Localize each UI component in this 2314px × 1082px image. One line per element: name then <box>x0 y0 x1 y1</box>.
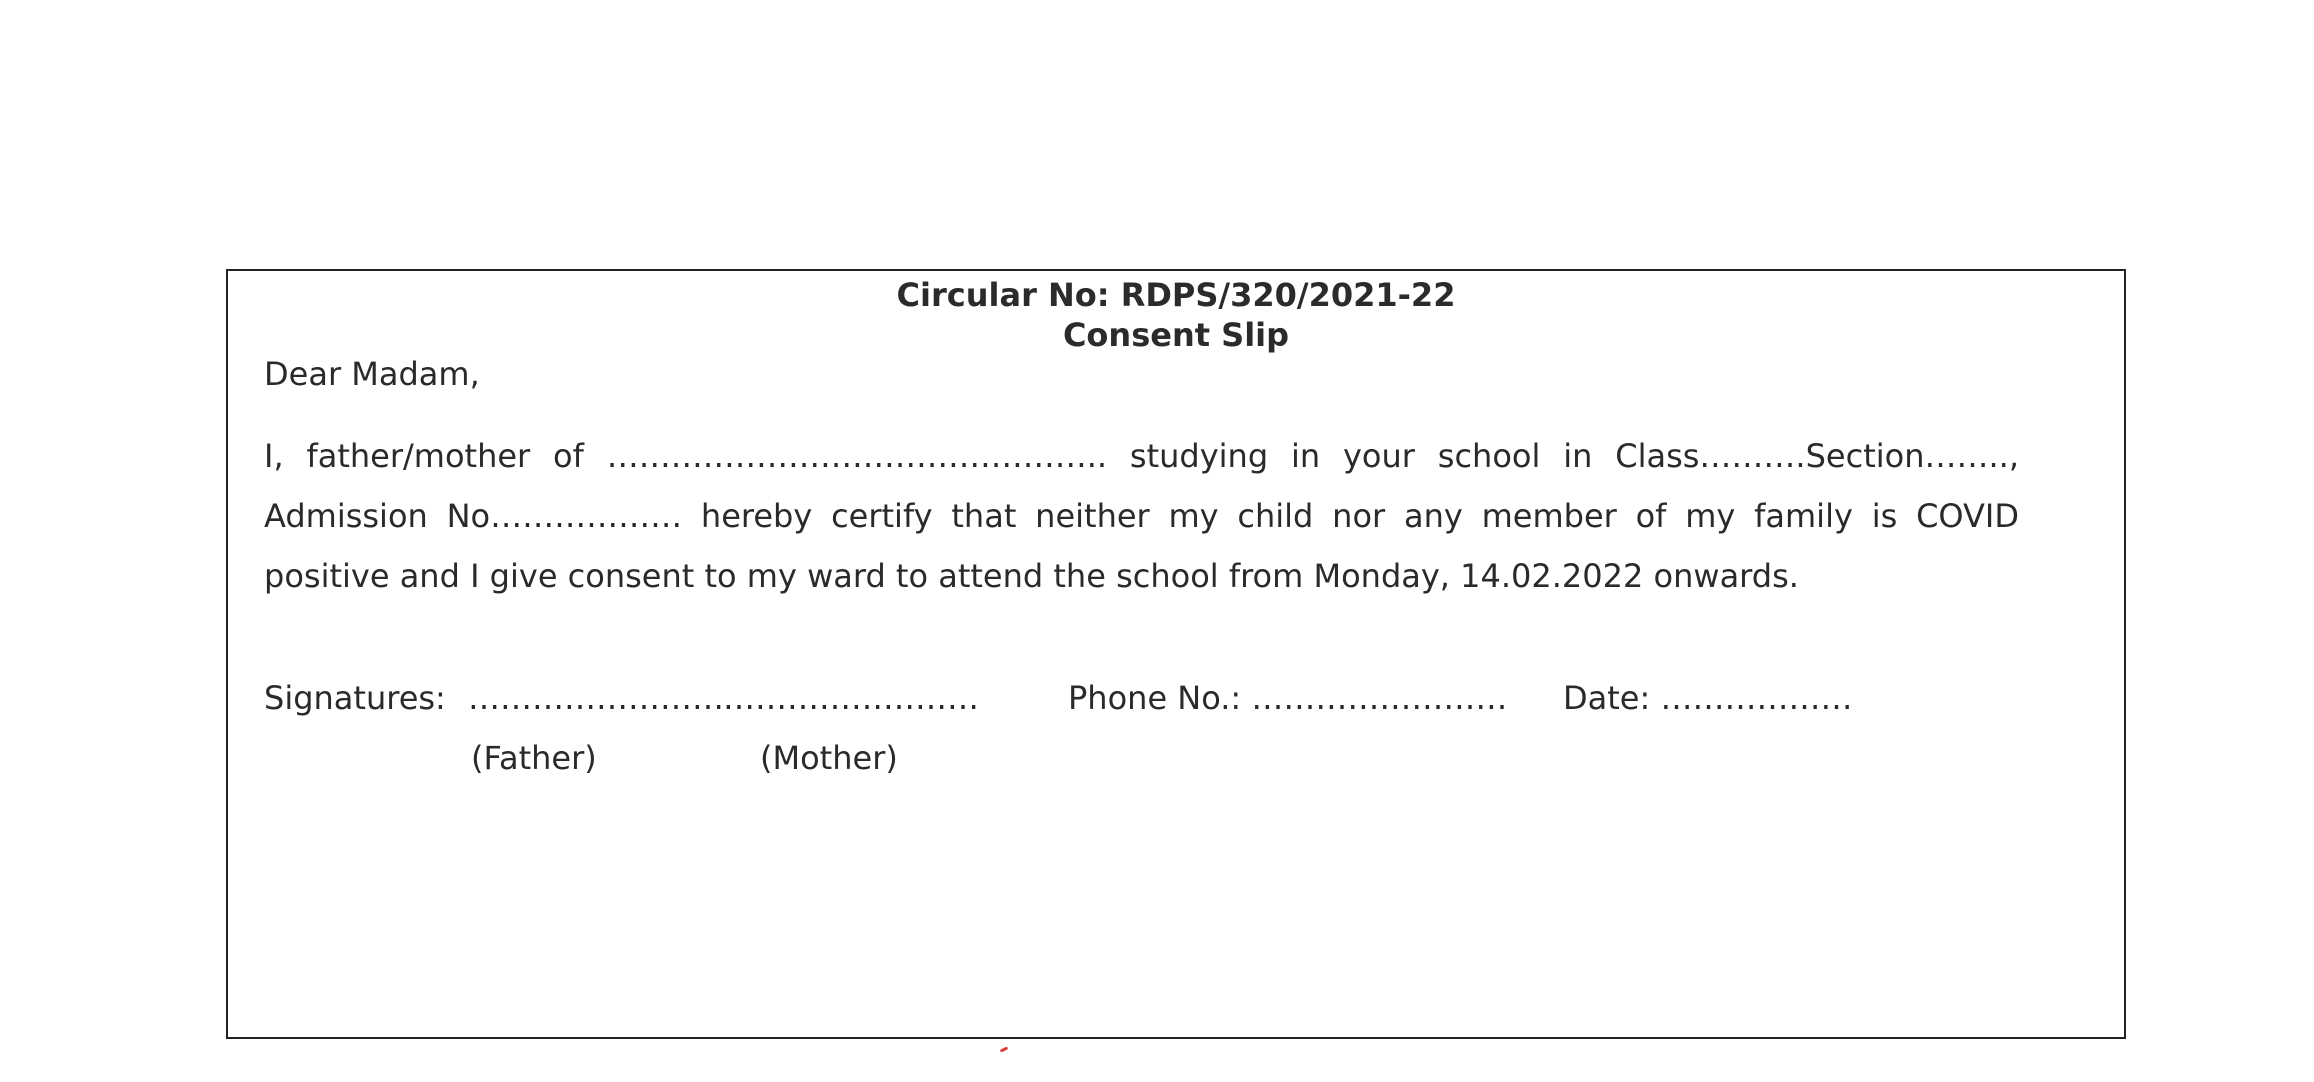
father-caption: (Father) <box>471 739 597 777</box>
slip-title: Consent Slip <box>1062 316 1290 354</box>
consent-body-text: I, father/mother of ……………………………………….. studying in your school in Class……….Section…….., Admission No……………… hereby certify that neither my child nor any member of my family is COVID positive and I give consent to my ward to attend the school from Monday, 14.02.2022 onwards. <box>264 437 2019 595</box>
scan-speck <box>1000 1046 1009 1052</box>
signatures-label: Signatures: <box>264 679 446 717</box>
mother-signature-line: …………………… <box>723 679 979 717</box>
phone-number-field: Phone No.: …………………… <box>1068 679 1508 717</box>
mother-caption: (Mother) <box>760 739 898 777</box>
consent-slip-box <box>226 269 2126 1039</box>
father-signature-line: …………………… <box>468 679 724 717</box>
date-field: Date: ……………… <box>1563 679 1853 717</box>
circular-number: Circular No: RDPS/320/2021-22 <box>896 276 1456 314</box>
salutation: Dear Madam, <box>264 355 480 393</box>
